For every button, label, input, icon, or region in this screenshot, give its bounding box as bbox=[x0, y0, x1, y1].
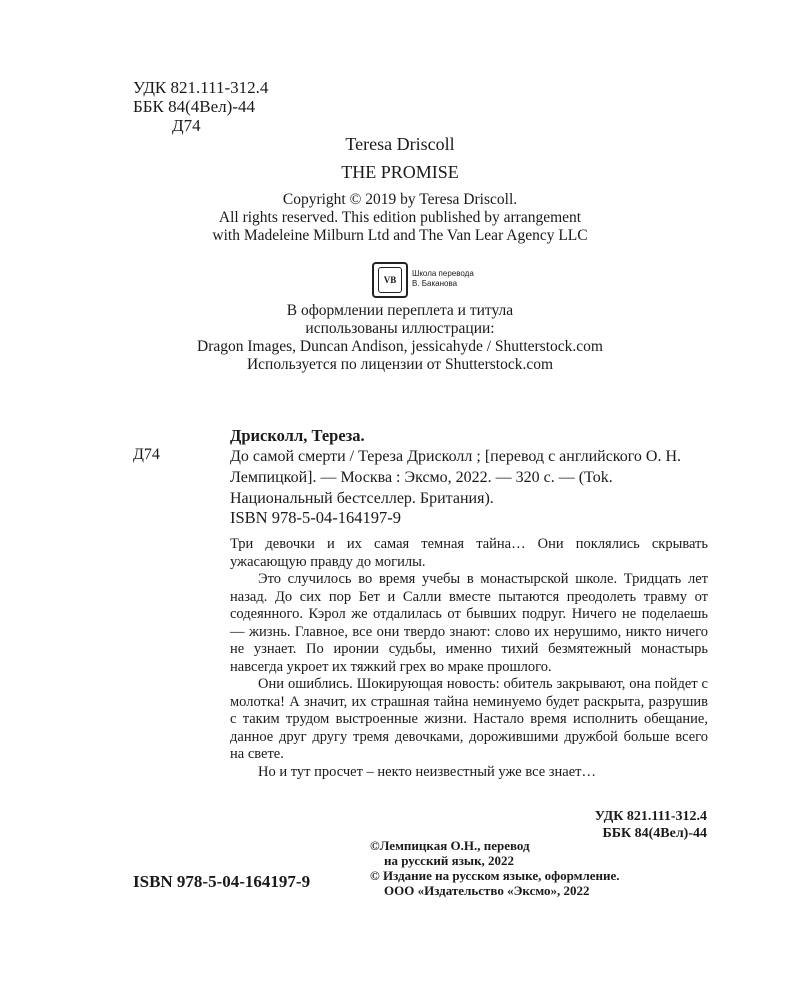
udk-code: УДК 821.111-312.4 bbox=[133, 78, 269, 97]
isbn-line: ISBN 978-5-04-164197-9 bbox=[230, 508, 401, 527]
annotation-paragraph: Это случилось во время учебы в монастырской школе. Тридцать лет назад. До сих пор Бет и Салли вместе пытаются преодолеть травму от содеянного. Кэрол же отдалилась от бывших подруг. Ничего не поделаешь — жизнь. Главное, все они твердо знают: слово их нерушимо, никто ничего не узнает. По иронии судьбы, именно тихий безмятежный монастырь навсегда укроет их тяжкий грех во мраке прошлого. bbox=[230, 571, 708, 675]
logo-caption bbox=[412, 269, 474, 289]
translation-copyright bbox=[370, 838, 620, 898]
copyright-line: © Издание на русском языке, оформление. bbox=[370, 868, 620, 883]
original-author: Teresa Driscoll bbox=[345, 134, 455, 154]
illustration-credit-line: В оформлении переплета и титула bbox=[286, 302, 514, 319]
copyright-line: на русский язык, 2022 bbox=[384, 853, 515, 868]
bottom-bbk-code: ББК 84(4Вел)-44 bbox=[602, 826, 707, 841]
copyright-line: with Madeleine Milburn Ltd and The Van Lear Agency LLC bbox=[212, 227, 588, 244]
publisher-logo-mark: VB bbox=[378, 267, 402, 293]
annotation-paragraph: Но и тут просчет – некто неизвестный уже все знает… bbox=[258, 763, 596, 780]
bibliographic-mark: Д74 bbox=[133, 446, 160, 463]
copyright-line: ©Лемпицкая О.Н., перевод bbox=[370, 838, 530, 853]
logo-caption-line: В. Баканова bbox=[412, 279, 458, 288]
bbk-code: ББК 84(4Вел)-44 bbox=[133, 97, 255, 116]
original-title: THE PROMISE bbox=[341, 162, 459, 182]
annotation-paragraph: Они ошиблись. Шокирующая новость: обитель закрывают, она пойдет с молотка! А значит, их страшная тайна неминуемо будет раскрыта, разрушив с таким трудом выстроенные жизни. Настало время исполнить обещание, данное друг другу тремя девочками, дорожившими дружбой больше всего на свете. bbox=[230, 676, 708, 762]
illustration-credit-line: использованы иллюстрации: bbox=[305, 320, 495, 337]
copyright-line: Copyright © 2019 by Teresa Driscoll. bbox=[282, 191, 518, 208]
logo-caption-line: Школа перевода bbox=[412, 269, 474, 278]
copyright-line: ООО «Издательство «Эксмо», 2022 bbox=[384, 883, 590, 898]
bibliographic-heading: Дрисколл, Тереза. bbox=[230, 426, 365, 445]
bottom-isbn: ISBN 978-5-04-164197-9 bbox=[133, 872, 311, 891]
publisher-logo-icon bbox=[372, 262, 408, 298]
annotation-paragraph: Три девочки и их самая темная тайна… Они поклялись скрывать ужасающую правду до могилы. bbox=[230, 536, 708, 570]
author-mark: Д74 bbox=[172, 116, 201, 135]
illustration-credit-line: Используется по лицензии от Shutterstock.com bbox=[246, 356, 554, 373]
annotation bbox=[230, 536, 708, 781]
bibliographic-description: До самой смерти / Тереза Дрисколл ; [перевод с английского О. Н. Лемпицкой]. — Москва : Эксмо, 2022. — 320 с. — (Tok. Национальный бестселлер. Британия). bbox=[230, 448, 682, 507]
illustration-credit-line: Dragon Images, Duncan Andison, jessicahyde / Shutterstock.com bbox=[197, 338, 603, 355]
copyright-line: All rights reserved. This edition published by arrangement bbox=[218, 209, 582, 226]
bottom-udk-code: УДК 821.111-312.4 bbox=[594, 809, 707, 824]
